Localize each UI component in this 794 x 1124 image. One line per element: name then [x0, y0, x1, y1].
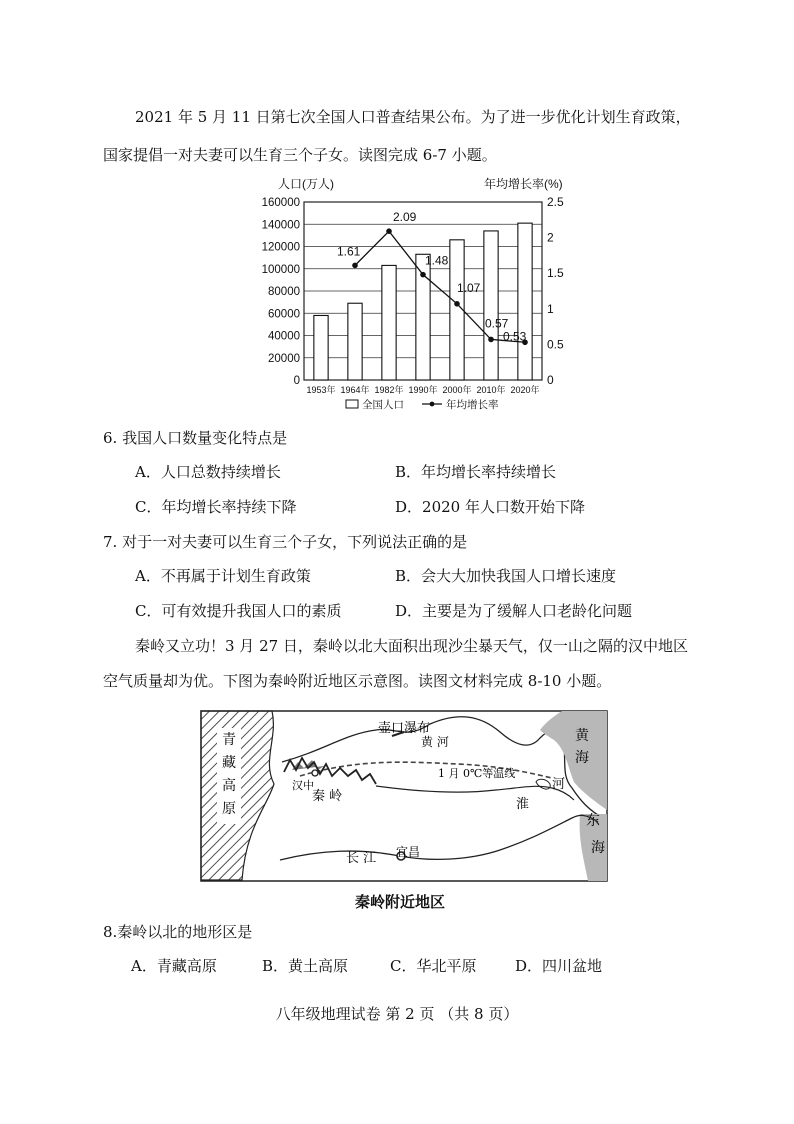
east-sea-char-2: 海 [591, 840, 605, 856]
y-tick-right: 1.5 [547, 266, 564, 281]
qingzang-char-3: 高 [222, 778, 236, 794]
q7-stem: 7. 对于一对夫妻可以生育三个子女，下列说法正确的是 [103, 533, 468, 551]
qingzang-char-1: 青 [222, 732, 236, 748]
bar-2010年 [484, 231, 498, 380]
x-tick-label: 2000年 [442, 385, 472, 395]
growth-rate-point [352, 263, 358, 269]
q8-option-d[interactable]: D．四川盆地 [515, 957, 603, 975]
legend-bar-swatch [346, 400, 358, 408]
y-tick-right: 0 [547, 373, 554, 387]
q6-option-c[interactable]: C．年均增长率持续下降 [135, 498, 297, 516]
bar-1953年 [314, 315, 328, 380]
intro-line-1: 2021 年 5 月 11 日第七次全国人口普查结果公布。为了进一步优化计划生育政策， [135, 108, 691, 126]
growth-rate-label: 0.57 [485, 316, 509, 331]
q6-option-d[interactable]: D．2020 年人口数开始下降 [395, 498, 585, 516]
y-tick-left: 160000 [262, 197, 300, 209]
q8-option-b[interactable]: B．黄土高原 [262, 957, 349, 975]
he-label: 河 [552, 777, 566, 792]
x-tick-label: 1964年 [340, 385, 370, 395]
legend-label-growth: 年均增长率 [446, 399, 499, 411]
q7-option-a[interactable]: A．不再属于计划生育政策 [135, 567, 311, 585]
y-tick-left: 60000 [268, 308, 300, 321]
qingzang-char-4: 原 [222, 801, 236, 817]
yangtze-label: 长 江 [346, 851, 377, 866]
growth-rate-label: 2.09 [393, 210, 417, 225]
q7-option-d[interactable]: D．主要是为了缓解人口老龄化问题 [395, 602, 633, 620]
y-tick-left: 100000 [262, 263, 300, 276]
x-tick-label: 2010年 [476, 385, 506, 395]
yichang-label: 宜昌 [396, 845, 421, 859]
legend-line-dot [430, 402, 435, 407]
y-tick-right: 2.5 [547, 195, 564, 209]
population-chart [262, 172, 582, 422]
x-tick-label: 1953年 [306, 385, 336, 395]
chart-ylabel-right: 年均增长率(%) [484, 177, 563, 191]
bar-2020年 [518, 223, 532, 380]
chart-line [337, 210, 528, 345]
q7-option-b[interactable]: B．会大大加快我国人口增长速度 [395, 567, 617, 585]
y-tick-right: 1 [547, 301, 554, 316]
page-footer: 八年级地理试卷 第 2 页 （共 8 页） [275, 1005, 519, 1023]
growth-rate-point [454, 301, 460, 307]
x-tick-label: 2020年 [510, 385, 540, 395]
growth-rate-label: 1.61 [337, 244, 361, 259]
y-tick-left: 140000 [262, 219, 300, 232]
growth-rate-label: 0.53 [503, 329, 527, 344]
yellow-river-label: 黄 河 [421, 735, 449, 749]
y-tick-left: 20000 [268, 352, 300, 365]
chart-ylabel-left: 人口(万人) [278, 177, 334, 191]
y-tick-left: 40000 [268, 330, 300, 343]
intro-line-2: 国家提倡一对夫妻可以生育三个子女。读图完成 6-7 小题。 [103, 146, 497, 164]
map-caption: 秦岭附近地区 [355, 893, 446, 911]
isotherm-label: 1 月 0℃等温线 [438, 767, 516, 780]
growth-rate-label: 1.07 [457, 280, 481, 295]
hanzhong-city-icon [312, 770, 318, 776]
yellow-sea-char-2: 海 [575, 750, 589, 766]
passage2-line-1: 秦岭又立功！3 月 27 日，秦岭以北大面积出现沙尘暴天气，仅一山之隔的汉中地区 [135, 637, 688, 655]
hukou-waterfall-label: 壶口瀑布 [378, 721, 431, 736]
bar-1964年 [348, 303, 362, 380]
q8-stem: 8.秦岭以北的地形区是 [103, 923, 253, 941]
q6-stem: 6. 我国人口数量变化特点是 [103, 429, 288, 447]
growth-rate-label: 1.48 [425, 253, 449, 268]
x-tick-label: 1990年 [408, 385, 438, 395]
q6-option-b[interactable]: B．年均增长率持续增长 [395, 463, 557, 481]
q6-option-a[interactable]: A．人口总数持续增长 [135, 463, 281, 481]
qinling-map [200, 710, 608, 882]
x-tick-label: 1982年 [374, 385, 404, 395]
bar-1982年 [382, 265, 396, 380]
q8-option-c[interactable]: C．华北平原 [390, 957, 477, 975]
passage2-line-2: 空气质量却为优。下图为秦岭附近地区示意图。读图文材料完成 8-10 小题。 [103, 672, 612, 690]
qinling-label: 秦 岭 [312, 789, 343, 804]
q7-option-c[interactable]: C．可有效提升我国人口的素质 [135, 602, 342, 620]
yellow-sea-char-1: 黄 [575, 728, 589, 744]
y-tick-left: 120000 [262, 241, 300, 254]
growth-rate-point [420, 272, 426, 278]
y-tick-right: 0.5 [547, 337, 564, 352]
q8-option-a[interactable]: A．青藏高原 [131, 957, 217, 975]
y-tick-left: 0 [293, 375, 300, 387]
y-tick-left: 80000 [268, 286, 300, 298]
legend-label-population: 全国人口 [362, 399, 404, 411]
huai-label: 淮 [516, 797, 530, 812]
y-tick-right: 2 [547, 230, 554, 245]
east-sea-char-1: 东 [586, 813, 600, 829]
qingzang-char-2: 藏 [222, 755, 236, 771]
chart-legend [346, 398, 499, 411]
growth-rate-point [488, 337, 494, 343]
growth-rate-point [386, 228, 392, 234]
hanzhong-label: 汉中 [292, 779, 314, 792]
